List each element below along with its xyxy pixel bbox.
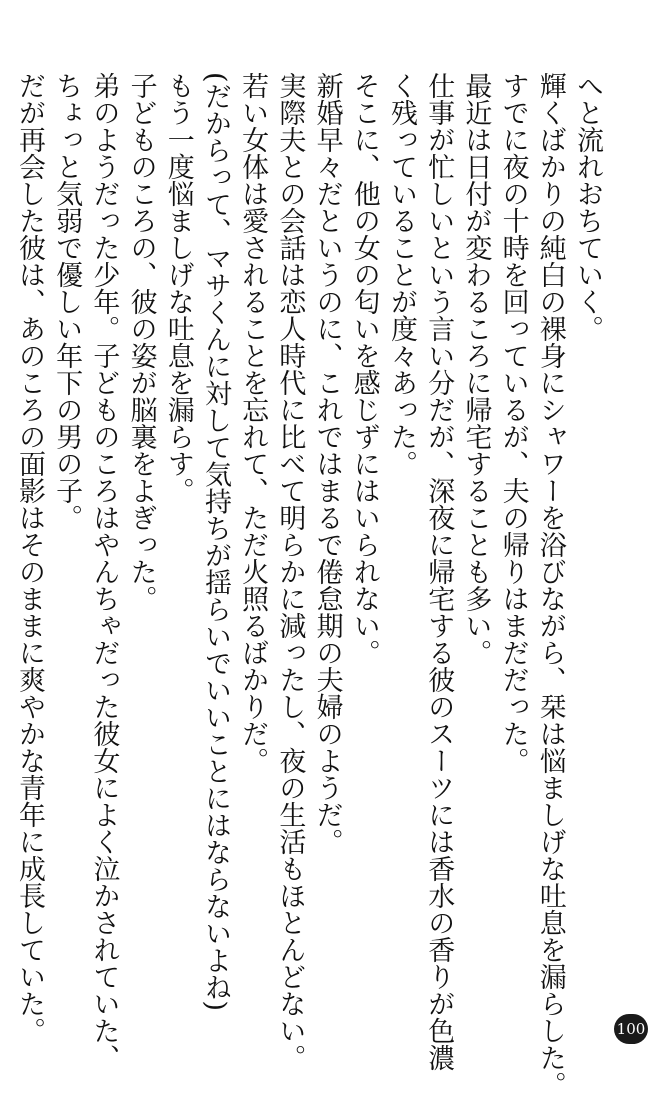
text-line: 輝くばかりの純白の裸身にシャワーを浴びながら、栞は悩ましげな吐息を漏らした。 <box>534 72 566 1098</box>
text-line: そこに、他の女の匂いを感じずにはいられない。 <box>348 72 380 666</box>
text-line: すでに夜の十時を回っているが、夫の帰りはまだだった。 <box>497 72 529 774</box>
text-line: 最近は日付が変わるころに帰宅することも多い。 <box>460 72 492 666</box>
text-line: だが再会した彼は、あのころの面影はそのままに爽やかな青年に成長していた。 <box>13 72 45 1044</box>
text-line: 実際夫との会話は恋人時代に比べて明らかに減ったし、夜の生活もほとんどない。 <box>274 72 306 1071</box>
text-line: 仕事が忙しいという言い分だが、深夜に帰宅する彼のスーツには香水の香りが色濃 <box>423 72 455 1071</box>
text-line: く残っていることが度々あった。 <box>385 72 417 477</box>
text-line: 子どものころの、彼の姿が脳裏をよぎった。 <box>125 72 157 612</box>
text-line: (だからって、マサくんに対して気持ちが揺らいでいいことにはならないよね) <box>199 72 231 1012</box>
vertical-text-block <box>13 72 606 1098</box>
page-number-badge: 100 <box>614 1014 648 1044</box>
text-line: 若い女体は愛されることを忘れて、ただ火照るばかりだ。 <box>237 72 269 774</box>
text-line: もう一度悩ましげな吐息を漏らす。 <box>162 72 194 504</box>
text-line: ちょっと気弱で優しい年下の男の子。 <box>51 72 83 531</box>
text-line: へと流れおちていく。 <box>572 72 603 342</box>
text-line: 新婚早々だというのに、これではまるで倦怠期の夫婦のようだ。 <box>311 72 343 855</box>
text-line: 弟のようだった少年。子どものころはやんちゃだった彼女によく泣かされていた、 <box>88 72 120 1071</box>
